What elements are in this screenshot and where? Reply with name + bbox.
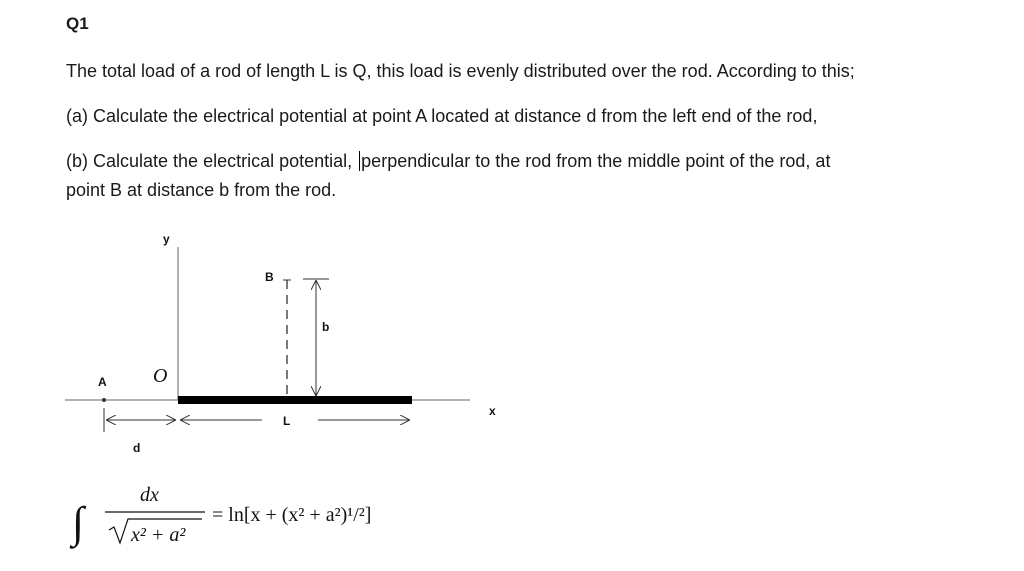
origin-label: O — [153, 365, 168, 387]
point-b-label: B — [265, 270, 274, 284]
part-b-text-end: perpendicular to the rod from the middle point of the rod, at — [361, 151, 831, 171]
question-number: Q1 — [66, 14, 89, 33]
y-axis-label: y — [163, 232, 170, 246]
question-part-a: (a) Calculate the electrical potential at point A located at distance d from the left end of the rod, — [66, 106, 818, 126]
formula-numerator: dx — [140, 484, 159, 506]
point-a-label: A — [98, 375, 107, 389]
distance-d-label: d — [133, 441, 141, 455]
formula-rhs: = ln[x + (x² + a²)¹/²] — [212, 504, 372, 526]
x-axis-label: x — [489, 404, 496, 418]
part-b-text-start: (b) Calculate the electrical potential, — [66, 151, 353, 171]
formula-denominator: x² + a² — [131, 524, 186, 546]
charged-rod — [178, 396, 412, 404]
length-l-label: L — [283, 414, 291, 428]
question-part-b-line2: point B at distance b from the rod. — [66, 180, 337, 200]
integral-sign: ∫ — [72, 498, 85, 547]
distance-b-label: b — [322, 320, 330, 334]
question-intro: The total load of a rod of length L is Q, this load is evenly distributed over the rod. According to this; — [66, 61, 855, 81]
point-a-marker — [102, 398, 106, 402]
